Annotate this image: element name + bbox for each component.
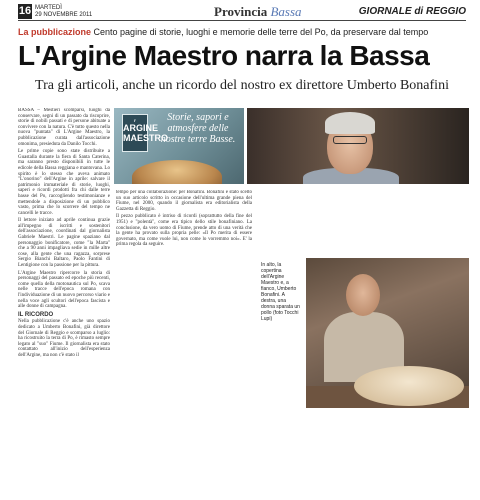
issue-date: [35, 5, 92, 18]
column-paragraph: L'Argine Maestro ripercorre la storia di personaggi del passato ed epoche più recenti, come quella della motonautica sul Po, scava nelle tracce dell'epoca romana con l'individuazione di un nuovo percorso viario e nella voce agli scultori dell'epoca fascista e alle donne di campagna.: [18, 270, 110, 310]
face-shape: [346, 274, 380, 316]
column-paragraph: tempo per una collaborazione: per Bonafini. Bonafini è stato scelto un suo articolo scritto in occasione dell'ultima grande piena del Fiume, nel 2000, quando il giornalista era editorialista della Gazzetta di Reggio.: [116, 190, 252, 212]
article-kicker: [18, 27, 466, 37]
section-subname: Bassa: [270, 4, 302, 19]
bread-image: [132, 160, 222, 184]
column-paragraph: Il lettore iniziato ad aprile continua grazie all'impegno di iscritti e sostenitori dell'associazione, coordinati dal giornalista Gabriele Maestri. Le pagine spaziano dal personaggio bonificatore, come "la Marta" che a 90 anni impagliava sedie in mille altre cose, alla gente che una ragazza, sorprese Sergio Bianchi Baltaro, Paolo Fantini di Lentigione con la passione per la pittura.: [18, 218, 110, 269]
article-subhead: Tra gli articoli, anche un ricordo del nostro ex direttore Umberto Bonafini: [35, 78, 449, 93]
hair-shape: [325, 112, 375, 134]
page-number: 16: [18, 5, 32, 17]
issue-day: 29 NOVEMBRE 2011: [35, 11, 93, 18]
section-name: Provincia: [214, 4, 268, 19]
column-paragraph: Il pezzo pubblicato è intriso di ricordi (soprattutto della fine del 1951) e "polentà", come era tipico dello stile bonafiniano. La conclusione, da vero uomo di Fiume, prende atto di una verità che la gente ha provato sulla propria pelle: «Il Po merita di essere governato, ma come vuole lui, non come lo vorremmo noi». E' la prima regola da seguire.: [116, 214, 252, 248]
glasses-shape: [333, 136, 367, 144]
section-subheading: IL RICORDO: [18, 311, 54, 318]
article-column-1: [18, 108, 110, 496]
column-paragraph: BASSA – Mestieri scomparsi, luoghi da conservare, segni di un passato da riscoprire, storie di nobili passati e di persone abituate a convivere con la natura. C'è tutto questo nella nuova "puntata" di L'Argine Maestro, la pubblicazione curata dall'associazione omonima, presieduta da Danilo Tocchi.: [18, 108, 110, 147]
kicker-text: Cento pagine di storie, luoghi e memorie delle terre del Po, da preservare dal tempo: [93, 27, 429, 37]
book-title: ARGINE MAESTRO: [123, 123, 168, 143]
article-headline: L'Argine Maestro narra la Bassa: [18, 40, 430, 71]
woman-with-dough-photo: [306, 258, 469, 408]
issue-weekday: MARTEDÌ: [35, 5, 62, 11]
photo-caption: In alto, la copertina dell'Argine Maestro e, a fianco, Umberto Bonafini. A destra, una donna sparata un pollo (foto Tocchi Lupi): [261, 262, 300, 322]
dough-shape: [354, 366, 464, 406]
book-title-small: l': [133, 118, 137, 123]
book-cover: [122, 114, 168, 152]
column-paragraph: Nella pubblicazione c'è anche uno spazio dedicato a Umberto Bonafini, già direttore del Giornale di Reggio e scomparso a luglio: ha ricostruito la terra di Po, è rimasto sempre legato al "suo" Fiume. Il giornalista era stato contattato all'inizio dell'esperienza dell'Argine, ma non c'è stato il: [18, 319, 110, 358]
book-photo-caption: Storie, sapori e atmosfere delle nostre terre Basse.: [160, 112, 236, 145]
bonafini-photo: [247, 108, 469, 184]
newspaper-masthead: GIORNALE di REGGIO: [358, 6, 466, 17]
page-header: [18, 4, 466, 21]
article-column-2: [116, 190, 252, 370]
kicker-label: La pubblicazione: [18, 27, 92, 37]
book-cover-photo: [114, 108, 244, 184]
section-title: [214, 4, 302, 20]
column-paragraph: Le prime copie sono state distribuite a Guastalla durante la fiera di Santa Caterina, ma saranno presto disponibili in tutte le edicole della Bassa reggiana e mantovana. Lo spirito è lo stesso che aveva animato "L'onorino" dell'Argine in aprile: salvare il patrimonio immateriale di storie, luoghi, saperi e ricordi prodotti fra chi dalle terre basse del Po, raccogliendo testimonianze e mettendole a disposizione di un pubblico vasto, prima che lo scorrere del tempo ne cancelli le tracce.: [18, 149, 110, 216]
